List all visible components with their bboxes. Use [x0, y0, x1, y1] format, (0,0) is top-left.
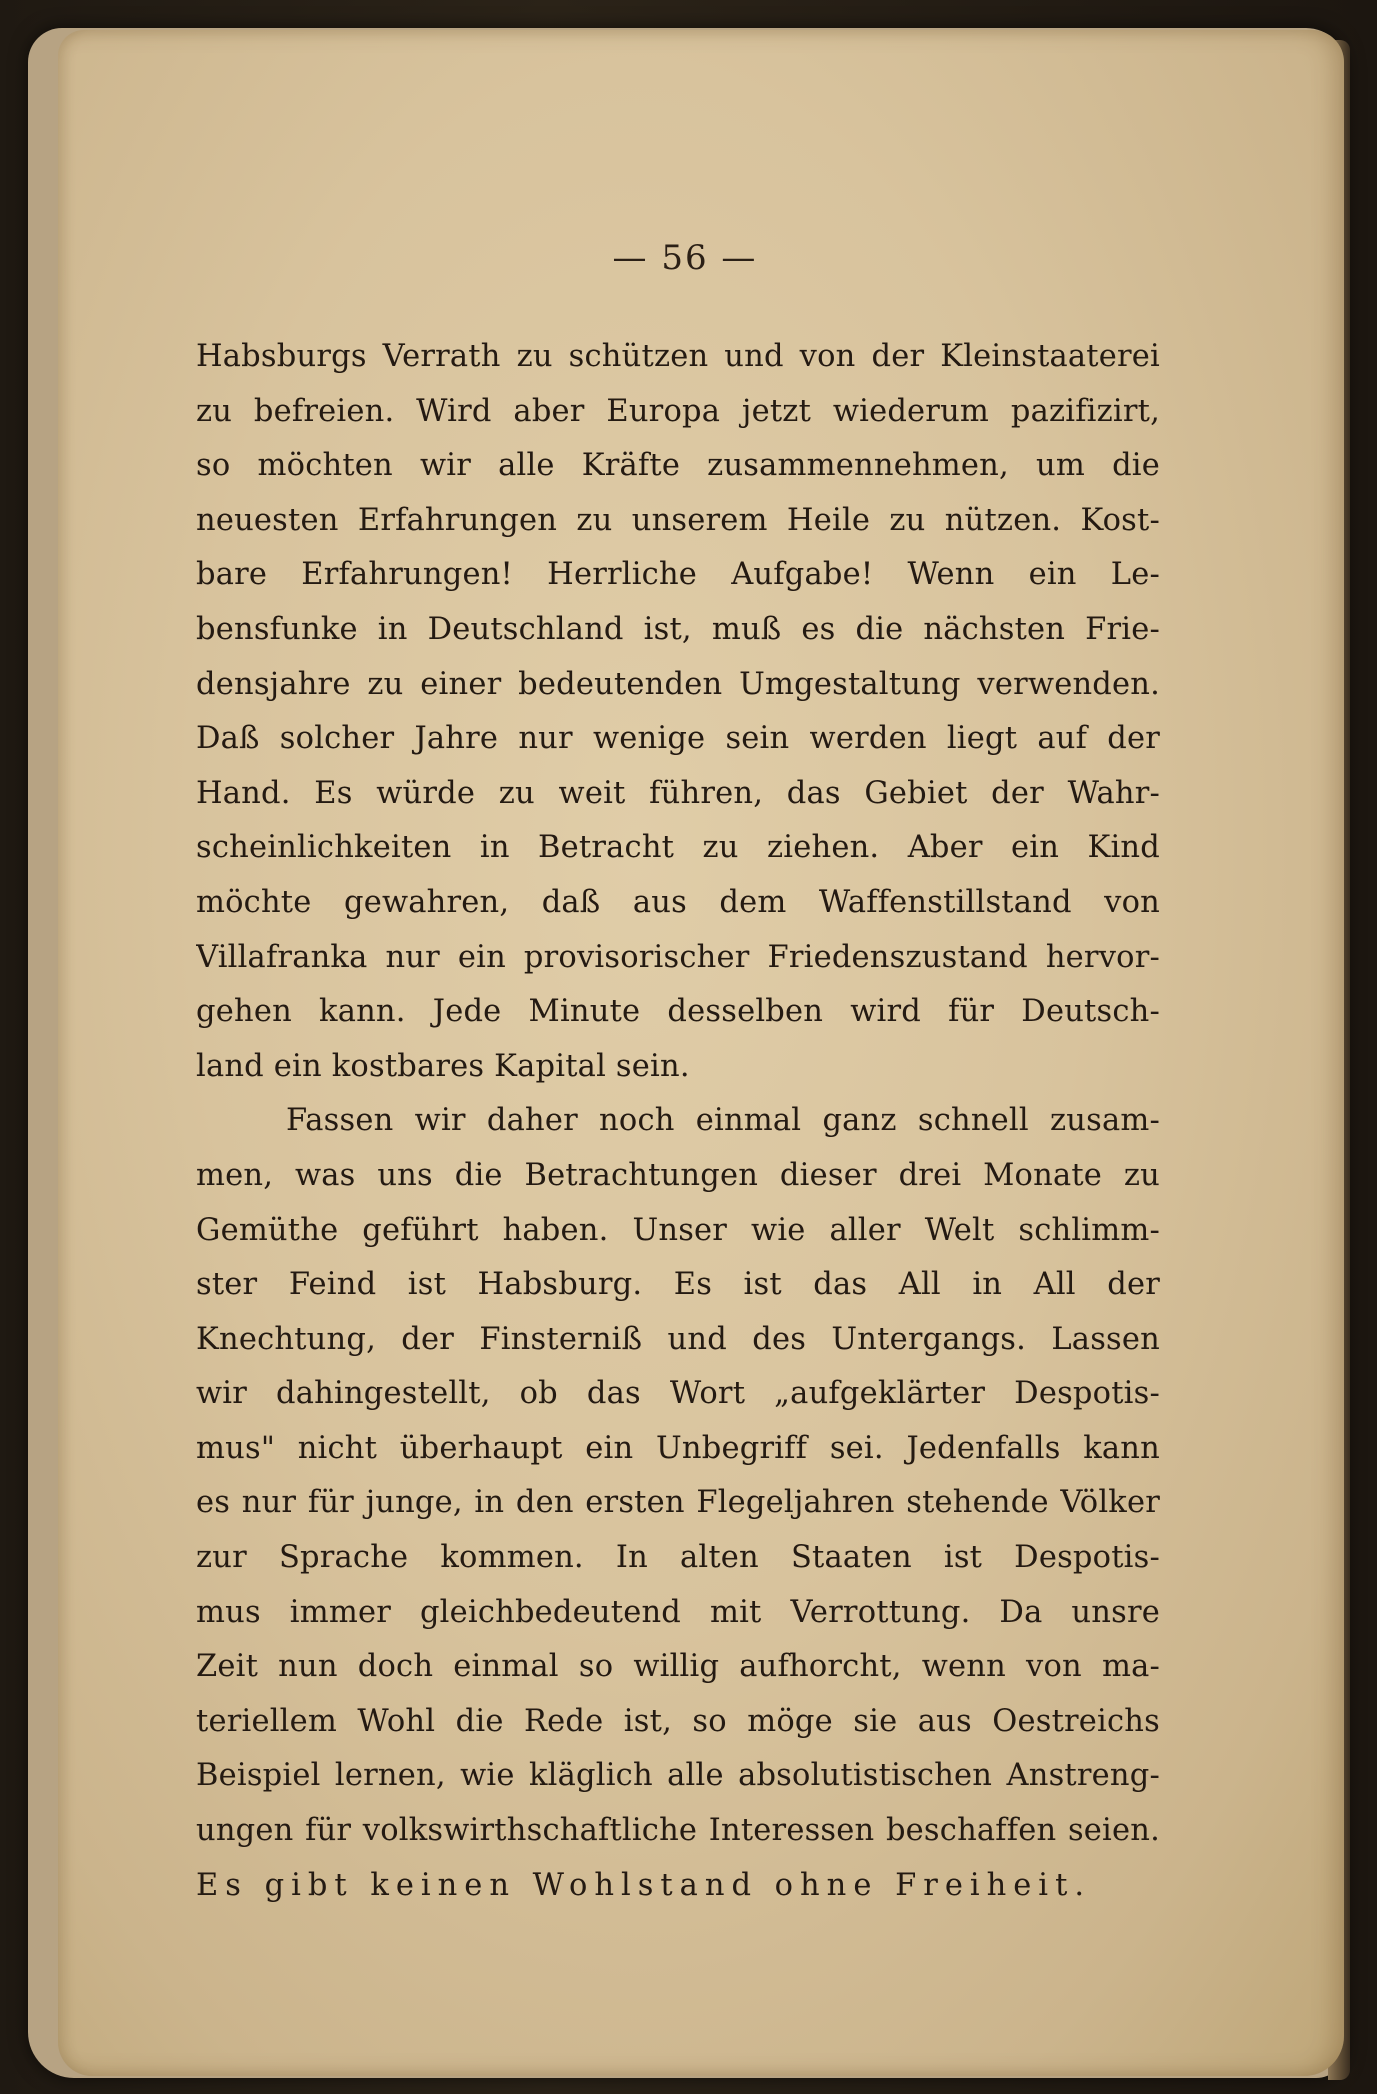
text-line: Habsburgs Verrath zu schützen und von der Kleinstaaterei: [196, 339, 1160, 374]
text-line: es nur für junge, in den ersten Flegeljahren stehende Völker: [196, 1485, 1160, 1521]
text-line: Zeit nun doch einmal so willig aufhorcht, wenn von ma-: [196, 1649, 1160, 1685]
text-line: zur Sprache kommen. In alten Staaten ist Despotis-: [196, 1540, 1160, 1576]
text-line: bensfunke in Deutschland ist, muß es die nächsten Frie-: [196, 611, 1160, 647]
text-line-emphasized: Es gibt keinen Wohlstand ohne Freiheit.: [196, 1867, 1092, 1903]
text-line: scheinlichkeiten in Betracht zu ziehen. Aber ein Kind: [196, 830, 1160, 866]
text-line: neuesten Erfahrungen zu unserem Heile zu nützen. Kost-: [196, 502, 1160, 538]
text-line: mus immer gleichbedeutend mit Verrottung. Da unsre: [196, 1594, 1160, 1630]
text-line: Villafranka nur ein provisorischer Friedenszustand hervor-: [196, 939, 1160, 975]
text-line: Fassen wir daher noch einmal ganz schnell zusam-: [286, 1103, 1160, 1139]
text-line: möchte gewahren, daß aus dem Waffenstillstand von: [196, 884, 1160, 920]
text-line: ungen für volkswirthschaftliche Interessen beschaffen seien.: [196, 1813, 1160, 1849]
text-line: mus" nicht überhaupt ein Unbegriff sei. Jedenfalls kann: [196, 1430, 1160, 1466]
paragraph-1: [196, 330, 1160, 1094]
text-line: men, was uns die Betrachtungen dieser drei Monate zu: [196, 1157, 1160, 1193]
page-number: — 56 —: [612, 238, 758, 278]
body-text: [196, 330, 1160, 1913]
text-line: wir dahingestellt, ob das Wort „aufgeklärter Despotis-: [196, 1376, 1160, 1412]
text-line: zu befreien. Wird aber Europa jetzt wiederum pazifizirt,: [196, 393, 1160, 429]
text-line: densjahre zu einer bedeutenden Umgestaltung verwenden.: [196, 666, 1160, 702]
text-line: so möchten wir alle Kräfte zusammennehmen, um die: [196, 448, 1160, 484]
text-line: Knechtung, der Finsterniß und des Untergangs. Lassen: [196, 1321, 1160, 1357]
paragraph-2: [196, 1094, 1160, 1913]
text-line: Gemüthe geführt haben. Unser wie aller Welt schlimm-: [196, 1212, 1160, 1248]
text-line: teriellem Wohl die Rede ist, so möge sie aus Oestreichs: [196, 1703, 1160, 1739]
text-line: ster Feind ist Habsburg. Es ist das All in All der: [196, 1267, 1160, 1303]
text-line: gehen kann. Jede Minute desselben wird für Deutsch-: [196, 994, 1160, 1030]
text-line: bare Erfahrungen! Herrliche Aufgabe! Wenn ein Le-: [196, 557, 1160, 593]
text-line: Hand. Es würde zu weit führen, das Gebiet der Wahr-: [196, 775, 1160, 811]
text-line: land ein kostbares Kapital sein.: [196, 1048, 690, 1084]
text-line: Daß solcher Jahre nur wenige sein werden liegt auf der: [196, 721, 1160, 757]
text-line: Beispiel lernen, wie kläglich alle absolutistischen Anstreng-: [196, 1758, 1160, 1794]
